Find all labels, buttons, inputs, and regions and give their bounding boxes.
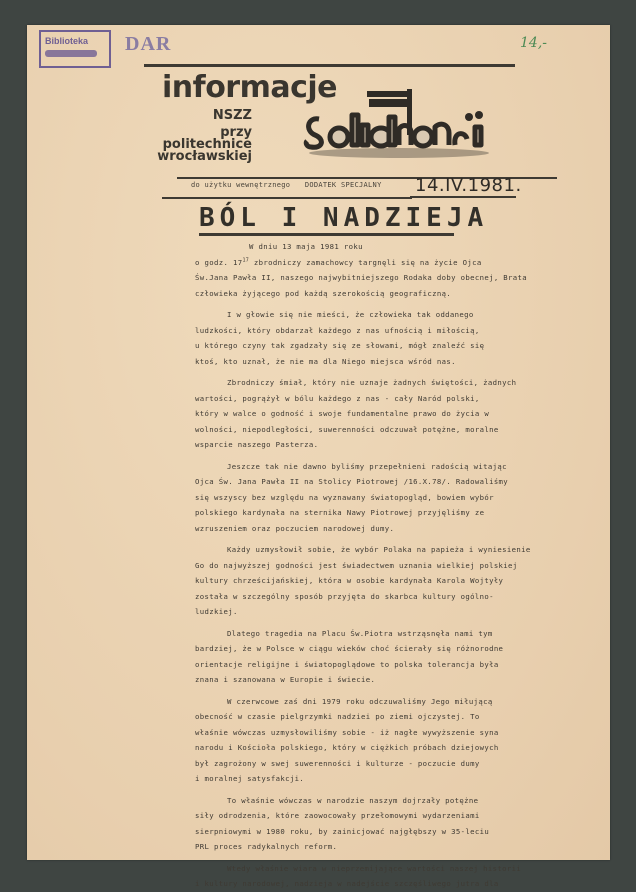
masthead-rule xyxy=(144,64,515,67)
article-line: obecność w czasie pielgrzymki nadziei po ziemi ojczystej. To xyxy=(195,712,480,721)
article-line: wolności, niepodległości, suwerenności odczuwał potężne, moralne xyxy=(195,424,499,434)
article-line: ludzkości, który obdarzał każdego z nas ufnością i miłością, xyxy=(195,325,480,335)
masthead-organization xyxy=(147,110,252,163)
article-line: i kultury narodowej, nadzieja w nadejście szczęśliwego jutra dla xyxy=(195,879,499,888)
article-line: Wtedy właśnie wiara w nieprzemijające wartości naszej historii xyxy=(227,863,522,873)
solidarnosc-logo xyxy=(299,87,499,167)
date-underline xyxy=(410,196,516,198)
article-line: Zbrodniczy śmiał, który nie uznaje żadnych świętości, żadnych xyxy=(227,378,517,387)
article-line: wsparcie naszego Pasterza. xyxy=(195,440,319,449)
article-line: sierpniowymi w 1980 roku, by zainicjować najgłębszy w 35-leciu xyxy=(195,826,490,836)
article-line: Ojca Św. Jana Pawła II na Stolicy Piotrowej /16.X.78/. Radowaliśmy xyxy=(195,477,509,486)
article-line: orientacje religijne i światopoglądowe to polska tolerancja była xyxy=(195,659,499,669)
article-line: wzruszeniem oraz poczuciem narodowej dumy. xyxy=(195,523,395,533)
edition-label: DODATEK SPECJALNY xyxy=(304,181,382,189)
headline: BÓL I NADZIEJA xyxy=(199,203,489,233)
masthead-title: informacje xyxy=(162,70,338,105)
article-line: ktoś, kto uznał, że nie ma dla Niego miejsca wśród nas. xyxy=(195,356,456,366)
article-line: Św.Jana Pawła II, naszego najwybitniejszego Rodaka doby obecnej, Brata xyxy=(195,273,528,282)
document-page xyxy=(27,25,610,888)
org-line-przy: przy xyxy=(220,125,252,140)
article-line: narodu i Kościoła polskiego, który w ciężkich próbach dziejowych xyxy=(195,743,499,752)
article-body xyxy=(195,239,565,892)
article-line: polskiego kardynała na sternika Nawy Piotrowej przyjęliśmy ze xyxy=(195,508,485,517)
article-line: o godz. $17^{17}$ zbrodniczy zamachowcy targnęli się na życie Ojca xyxy=(195,257,482,267)
article-line: I w głowie się nie mieści, że człowieka tak oddanego xyxy=(227,310,474,319)
headline-underline xyxy=(199,233,454,236)
library-stamp xyxy=(39,30,111,68)
article-line: W dniu 13 maja 1981 roku xyxy=(249,242,363,251)
article-line: był zagrożony w swej suwerenności i kulturze - poczucie dumy xyxy=(195,758,480,768)
article-line: została w szczególny sposób przyjęta do skarbca kultury ogólno- xyxy=(195,591,494,601)
org-line-politechnice: politechnice xyxy=(162,137,252,152)
article-line: ludzkiej. xyxy=(195,607,238,616)
article-line: człowieka żyjącego pod każdą szerokością geograficzną. xyxy=(195,288,452,298)
issue-date: 14.IV.1981. xyxy=(415,175,522,196)
article-line: się wszyscy bez względu na wyznawany światopogląd, bowiem wybór xyxy=(195,492,494,502)
article-line: i moralnej satysfakcji. xyxy=(195,774,305,783)
article-line: Dlatego tragedia na Placu Św.Piotra wstrząsnęła nami tym xyxy=(227,628,493,638)
article-line: kultury chrześcijańskiej, która w osobie kardynała Karola Wojtyły xyxy=(195,576,504,585)
article-line: u którego czyny tak zgadzały się ze słowami, mógł znaleźć się xyxy=(195,341,485,350)
issue-rule-bottom xyxy=(162,197,412,199)
article-line: bardziej, że w Polsce w ciągu wieków choć ścierały się różnorodne xyxy=(195,644,504,653)
donation-mark: DAR xyxy=(125,33,172,55)
article-line: właśnie wówczas uzmysłowiliśmy sobie - iż nagłe wywyższenie syna xyxy=(195,727,499,737)
article-line: PRL proces radykalnych reform. xyxy=(195,842,338,851)
internal-use-note: do użytku wewnętrznego xyxy=(191,181,291,189)
article-line: wartości, pogrążył w bólu każdego z nas - cały Naród polski, xyxy=(195,393,480,403)
stamp-line-1: Biblioteka xyxy=(45,36,89,46)
article-line: To właśnie wówczas w narodzie naszym dojrzały potężne xyxy=(227,795,479,805)
article-line: znana i szanowana w Europie i świecie. xyxy=(195,675,376,684)
article-line: Każdy uzmysłowił sobie, że wybór Polaka na papieża i wyniesienie xyxy=(227,545,531,554)
article-line: Jeszcze tak nie dawno byliśmy przepełnieni radością witając xyxy=(227,461,507,471)
article-line: W czerwcowe zaś dni 1979 roku odczuwaliśmy Jego miłującą xyxy=(227,696,493,706)
article-line: Go do najwyższej godności jest świadectwem uznania wielkiej polskiej xyxy=(195,560,518,570)
article-line: który w walce o godność i swoje fundamentalne prawo do życia w xyxy=(195,409,490,418)
article-line: siły odrodzenia, które zaowocowały przełomowymi wydarzeniami xyxy=(195,811,480,820)
org-nszz: NSZZ xyxy=(212,108,252,123)
org-line-wroclawskiej: wrocławskiej xyxy=(157,149,252,164)
stamp-line-2-smudged xyxy=(45,50,97,57)
price-note: 14,- xyxy=(520,35,547,51)
